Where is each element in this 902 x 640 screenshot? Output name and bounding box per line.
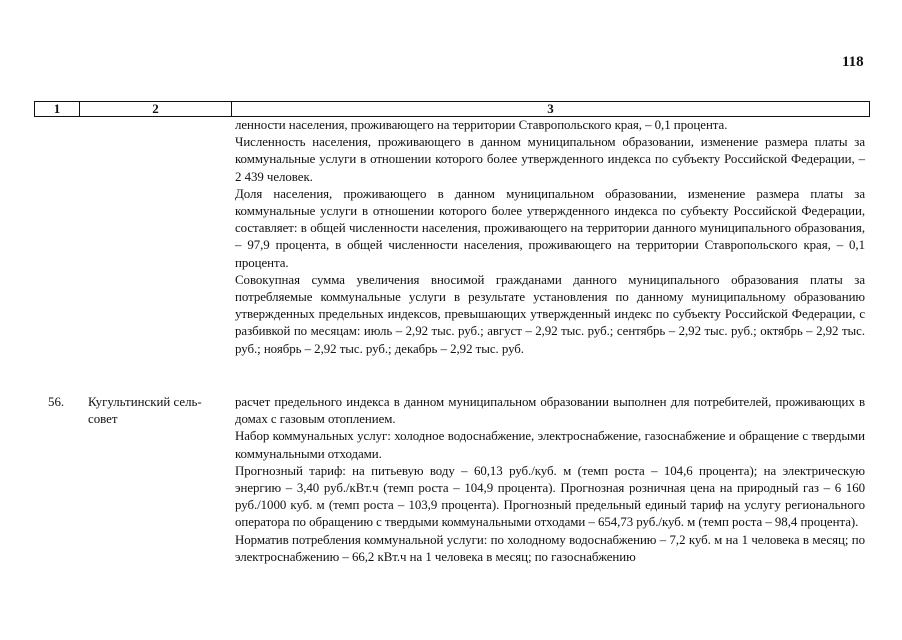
paragraph: Доля населения, проживающего в данном муниципальном образовании, изменение размера платы за коммунальные услуги в отношении которого более утвержденного индекса по субъекту Российской Федерации, составляет: в общей численности населения, проживающего на территории данного муниципального образования, – 97,9 процента, в общей численности населения, проживающего на территории Ставропольского края, – 0,1 процента. bbox=[235, 186, 865, 270]
page-number: 118 bbox=[842, 54, 864, 70]
paragraph: расчет предельного индекса в данном муниципальном образовании выполнен для потребителей, проживающих в домах с газовым отоплением. bbox=[235, 395, 865, 427]
table-header-row bbox=[34, 101, 870, 117]
table-header-col-3: 3 bbox=[547, 101, 554, 116]
table-header-col-1: 1 bbox=[35, 102, 80, 116]
entry-name-line: совет bbox=[88, 412, 118, 427]
entry-name-line: Кугультинский сель- bbox=[88, 395, 202, 409]
paragraph: Совокупная сумма увеличения вносимой гражданами данного муниципального образования платы за потребляемые коммунальные услуги в результате установления по данному муниципальному образованию утвержденных предельных индексов, превышающих утвержденный индекс по субъекту Российской Федерации, с разбивкой по месяцам: июль – 2,92 тыс. руб.; август – 2,92 тыс. руб.; сентябрь – 2,92 тыс. руб.; октябрь – 2,92 тыс. руб.; ноябрь – 2,92 тыс. руб.; декабрь – 2,92 тыс. руб. bbox=[235, 272, 865, 356]
paragraph: Прогнозный тариф: на питьевую воду – 60,13 руб./куб. м (темп роста – 104,6 процента); на электрическую энергию – 3,40 руб./кВт.ч (темп роста – 104,9 процента). Прогнозная розничная цена на природный газ – 6 160 руб./1000 куб. м (темп роста – 103,9 процента). Прогнозный предельный единый тариф на услугу регионального оператора по обращению с твердыми коммунальными отходами – 654,73 руб./куб. м (темп роста – 98,4 процента). bbox=[235, 463, 865, 530]
table-header-col-2: 2 bbox=[80, 102, 232, 116]
continuation-text-block bbox=[235, 117, 865, 358]
entry-municipality-name bbox=[88, 394, 228, 428]
entry-text-block bbox=[235, 394, 865, 566]
paragraph: Норматив потребления коммунальной услуги: по холодному водоснабжению – 7,2 куб. м на 1 человека в месяц; по электроснабжению – 66,2 кВт.ч на 1 человека в месяц; по газоснабжению bbox=[235, 532, 865, 564]
paragraph: ленности населения, проживающего на территории Ставропольского края, – 0,1 процента. bbox=[235, 118, 728, 132]
paragraph: Набор коммунальных услуг: холодное водоснабжение, электроснабжение, газоснабжение и обращение с твердыми коммунальными отходами. bbox=[235, 429, 865, 461]
entry-number: 56. bbox=[48, 395, 65, 409]
paragraph: Численность населения, проживающего в данном муниципальном образовании, изменение размера платы за коммунальные услуги в отношении которого более утвержденного индекса по субъекту Российской Федерации, – 2 439 человек. bbox=[235, 135, 865, 184]
